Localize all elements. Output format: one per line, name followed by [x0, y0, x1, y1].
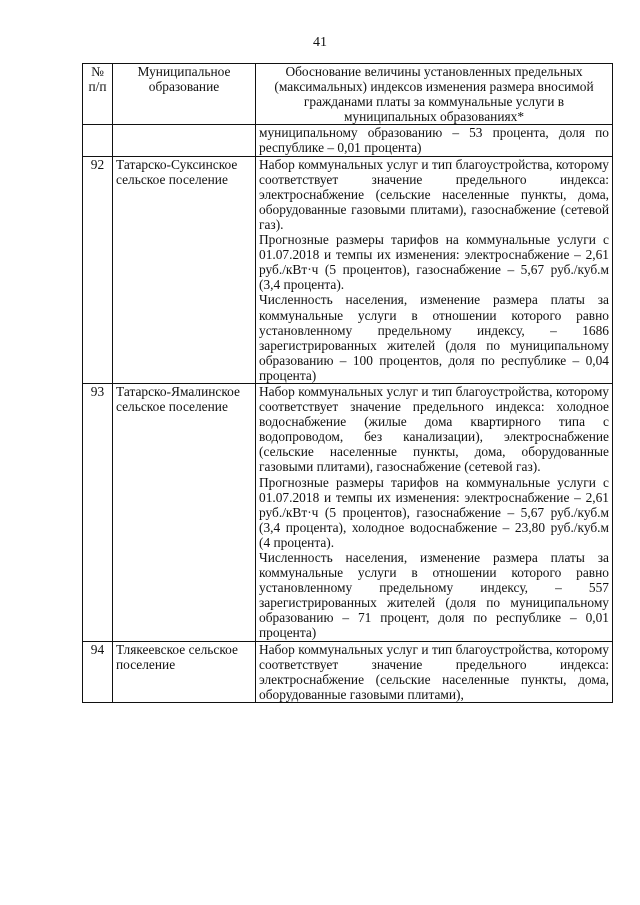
- row-municipality: Татарско-Ямалинское сельское поселение: [113, 383, 256, 641]
- row-justification: [256, 125, 613, 156]
- paragraph: Прогнозные размеры тарифов на коммунальные услуги с 01.07.2018 и темпы их изменения: электроснабжение – 2,61 руб./кВт·ч (5 процентов), газоснабжение – 5,67 руб./куб.м (3,4 процента), холодное водоснабжение – 23,80 руб./куб.м (4 процента).: [259, 474, 609, 550]
- paragraph: муниципальному образованию – 53 процента, доля по республике – 0,01 процента): [259, 125, 609, 156]
- row-justification: [256, 641, 613, 702]
- table-row: [83, 641, 613, 702]
- row-municipality: [113, 125, 256, 156]
- row-justification: [256, 156, 613, 383]
- row-num: 94: [83, 641, 113, 702]
- row-num: 92: [83, 156, 113, 383]
- row-municipality: Татарско-Суксинское сельское поселение: [113, 156, 256, 383]
- header-justification: Обоснование величины установленных предельных (максимальных) индексов изменения размера вносимой гражданами платы за коммунальные услуги в муниципальных образованиях*: [256, 64, 613, 125]
- paragraph: Набор коммунальных услуг и тип благоустройства, которому соответствует значение предельного индекса: электроснабжение (сельские населенные пункты, дома, оборудованные газовыми плитами), газоснабжение (сетевой газ).: [259, 156, 609, 232]
- row-num: [83, 125, 113, 156]
- row-num: 93: [83, 383, 113, 641]
- row-municipality: Тлякеевское сельское поселение: [113, 641, 256, 702]
- paragraph: Численность населения, изменение размера платы за коммунальные услуги в отношении которого равно установленному предельному индексу, – 557 зарегистрированных жителей (доля по муниципальному образованию – 71 процент, доля по республике – 0,01 процента): [259, 550, 609, 641]
- paragraph: Набор коммунальных услуг и тип благоустройства, которому соответствует значение предельного индекса: электроснабжение (сельские населенные пункты, дома, оборудованные газовыми плитами),: [259, 641, 609, 702]
- header-num: № п/п: [83, 64, 113, 125]
- table-header-row: [83, 64, 613, 125]
- table-row: [83, 383, 613, 641]
- table-row-continuation: [83, 125, 613, 156]
- header-municipality: Муниципальное образование: [113, 64, 256, 125]
- paragraph: Набор коммунальных услуг и тип благоустройства, которому соответствует значение предельного индекса: холодное водоснабжение (жилые дома квартирного типа с водопроводом, без канализации), электроснабжение (сельские населенные пункты, дома, оборудованные газовыми плитами), газоснабжение (сетевой газ).: [259, 383, 609, 475]
- tariff-index-table: [82, 63, 613, 703]
- row-justification: [256, 383, 613, 641]
- table-row: [83, 156, 613, 383]
- paragraph: Прогнозные размеры тарифов на коммунальные услуги с 01.07.2018 и темпы их изменения: электроснабжение – 2,61 руб./кВт·ч (5 процентов), газоснабжение – 5,67 руб./куб.м (3,4 процента).: [259, 232, 609, 293]
- paragraph: Численность населения, изменение размера платы за коммунальные услуги в отношении которого равно установленному предельному индексу, – 1686 зарегистрированных жителей (доля по муниципальному образованию – 100 процентов, доля по республике – 0,04 процента): [259, 292, 609, 383]
- page-number: 41: [313, 35, 327, 50]
